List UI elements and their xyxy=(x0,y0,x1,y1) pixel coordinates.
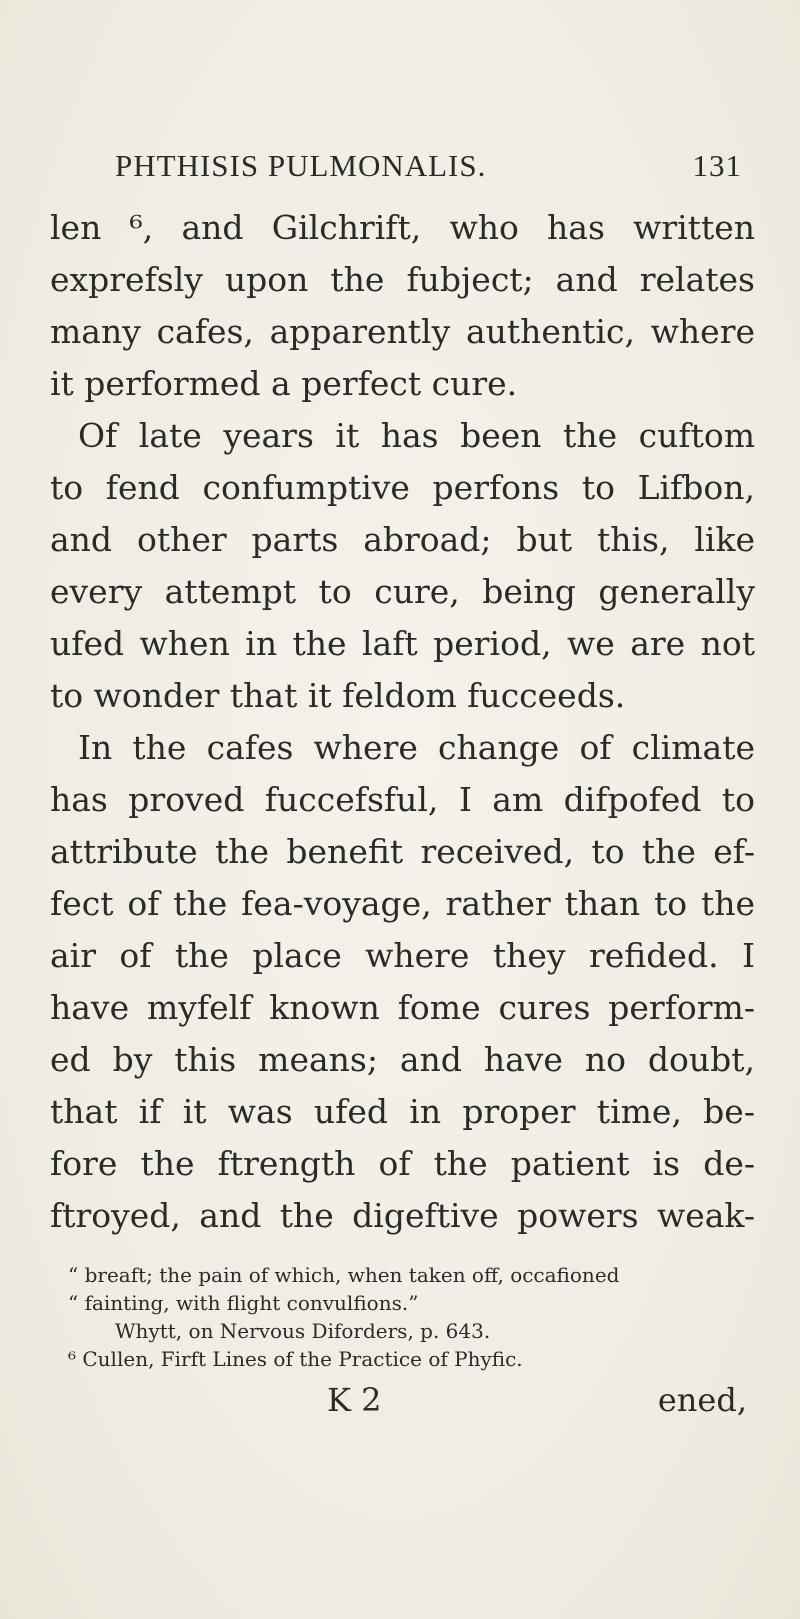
text-line: many cafes, apparently authentic, where xyxy=(50,312,755,351)
footnote-line: “ breaft; the pain of which, when taken off, occafioned xyxy=(68,1263,620,1287)
text-line: attribute the benefit received, to the ef- xyxy=(50,832,755,871)
running-title: PHTHISIS PULMONALIS. xyxy=(115,148,487,183)
text-line: air of the place where they refided. I xyxy=(50,936,755,975)
text-line: len ⁶, and Gilchrift, who has written xyxy=(50,208,755,247)
page-number: 131 xyxy=(692,148,742,183)
text-line: to fend confumptive perfons to Lifbon, xyxy=(50,468,755,507)
text-line: to wonder that it feldom fucceeds. xyxy=(50,676,626,715)
text-line: have myfelf known fome cures perform- xyxy=(50,988,755,1027)
text-line: every attempt to cure, being generally xyxy=(50,572,755,611)
text-line: fect of the fea-voyage, rather than to the xyxy=(50,884,755,923)
body-text xyxy=(50,202,755,1242)
footnote-line: ⁶ Cullen, Firft Lines of the Practice of Phyfic. xyxy=(68,1347,523,1371)
text-line: that if it was ufed in proper time, be- xyxy=(50,1092,755,1131)
catchword: ened, xyxy=(657,1381,747,1419)
text-line: ufed when in the laft period, we are not xyxy=(50,624,755,663)
text-line: In the cafes where change of climate xyxy=(78,728,755,767)
text-line: and other parts abroad; but this, like xyxy=(50,520,755,559)
signature-mark: K 2 xyxy=(327,1381,382,1419)
text-line: it performed a perfect cure. xyxy=(50,364,518,403)
text-line: Of late years it has been the cuftom xyxy=(78,416,755,455)
text-line: ftroyed, and the digeftive powers weak- xyxy=(50,1196,755,1235)
text-line: has proved fuccefsful, I am difpofed to xyxy=(50,780,755,819)
footnote-attribution: Whytt, on Nervous Diforders, p. 643. xyxy=(115,1319,491,1343)
page-foot xyxy=(50,1381,755,1431)
footnotes xyxy=(50,1261,755,1373)
footnote-line: “ fainting, with flight convulfions.” xyxy=(68,1291,419,1315)
text-line: fore the ftrength of the patient is de- xyxy=(50,1144,755,1183)
text-line: ed by this means; and have no doubt, xyxy=(50,1040,755,1079)
running-head xyxy=(50,148,750,198)
text-line: exprefsly upon the fubject; and relates xyxy=(50,260,755,299)
